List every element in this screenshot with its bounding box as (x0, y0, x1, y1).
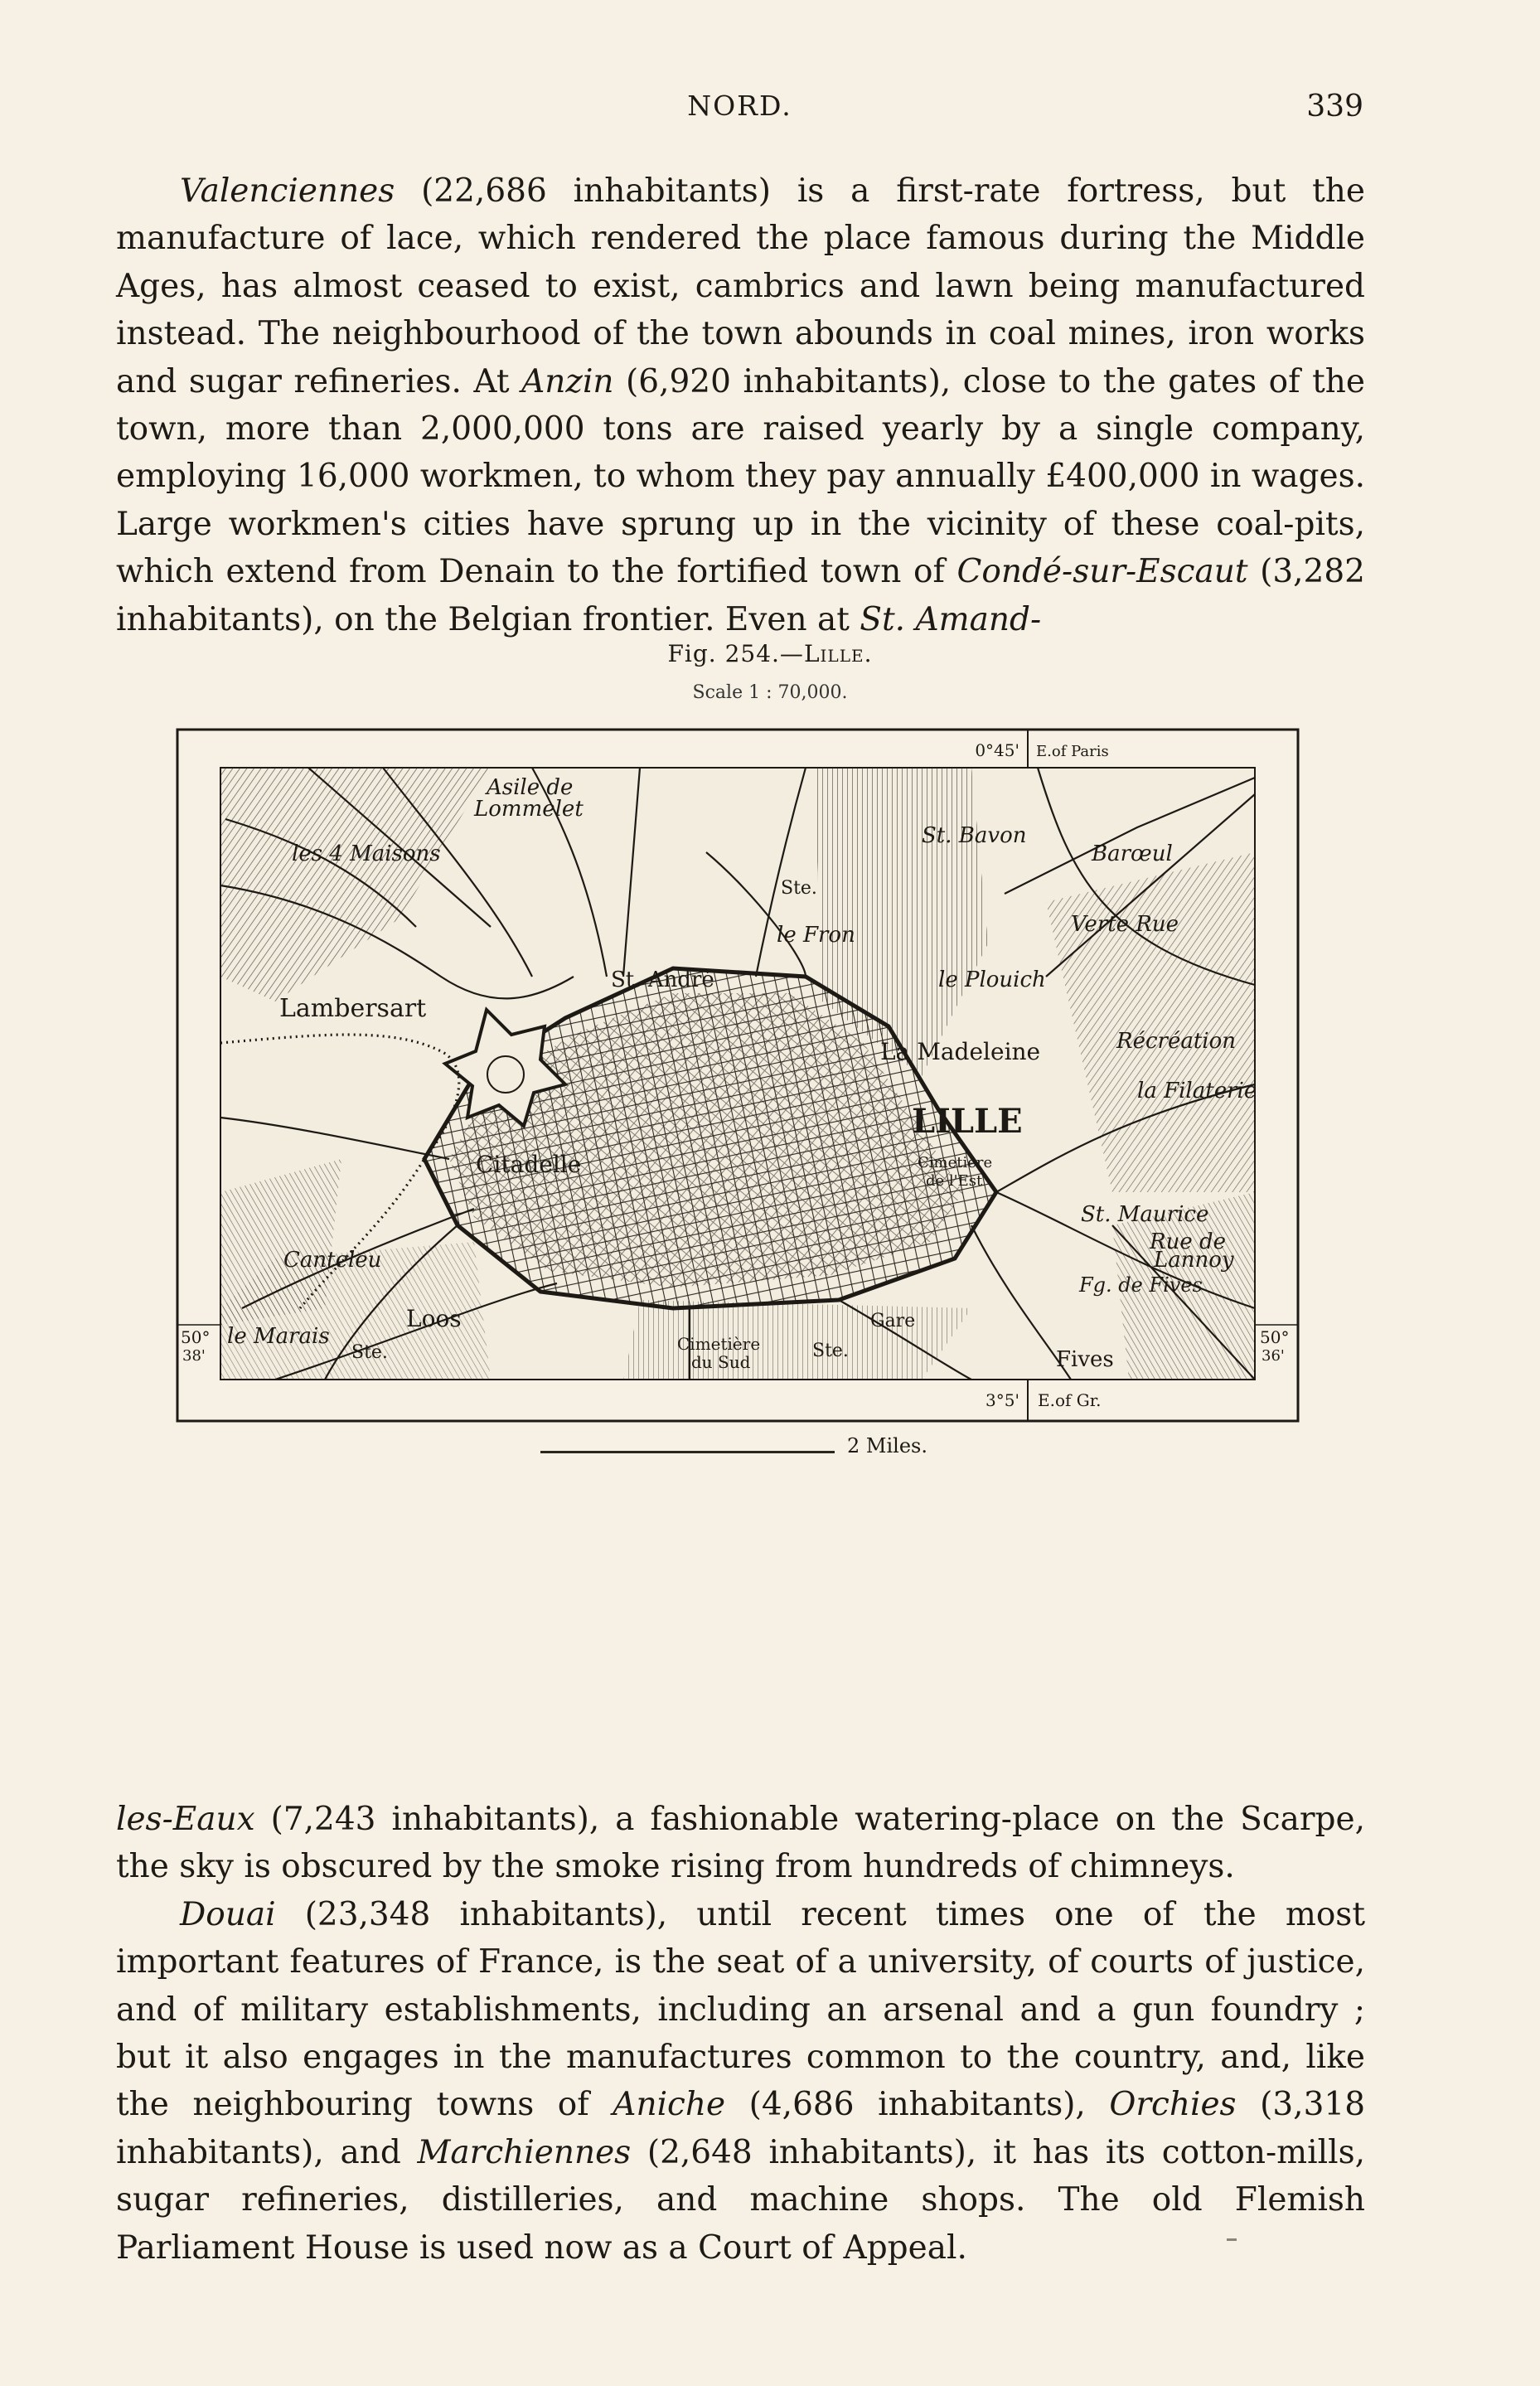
label-citadelle: Citadelle (476, 1151, 582, 1178)
label-fives: Fives (1056, 1347, 1114, 1372)
map-right-latitude-deg: 50° (1260, 1327, 1290, 1347)
terrain-south (623, 1300, 971, 1380)
label-lille: LILLE (912, 1102, 1023, 1141)
bottom-text (116, 1796, 1365, 2272)
figure-title: Lille. (803, 640, 873, 667)
scale-bar (540, 1451, 835, 1453)
label-recreation: Récréation (1116, 1029, 1237, 1054)
figure-scale: Scale 1 : 70,000. (692, 682, 848, 703)
print-mark (1227, 2238, 1237, 2241)
running-title: NORD. (687, 90, 792, 122)
label-cimetiere-sud-2: du Sud (691, 1352, 751, 1372)
label-quatre-maisons: les 4 Maisons (292, 841, 441, 866)
map-bottom-meridian: E.of Gr. (1038, 1390, 1102, 1410)
label-rue-de: Rue de (1150, 1229, 1227, 1254)
lille-map (176, 728, 1300, 1423)
place-anzin: Anzin (521, 362, 614, 400)
label-loos: Loos (406, 1305, 462, 1332)
place-st-amand: St. Amand- (860, 600, 1042, 638)
paragraph-text: (2,648 inhabitants), it has its cotton-mills, sugar refineries, distilleries, and machine shops. The old Flemish Parliament House is used now as a Court of Appeal. (116, 2133, 1365, 2267)
label-la-filaterie: la Filaterie (1137, 1079, 1257, 1103)
label-st-maurice: St. Maurice (1081, 1202, 1209, 1227)
label-gare: Gare (870, 1311, 916, 1331)
place-marchiennes: Marchiennes (417, 2133, 632, 2171)
label-cimetiere-est-1: Cimetière (918, 1154, 993, 1171)
place-les-eaux: les-Eaux (116, 1801, 255, 1838)
douai-paragraph (116, 1891, 1365, 2272)
label-verte-rue: Verte Rue (1071, 912, 1179, 937)
map-left-latitude-min: 38' (182, 1347, 206, 1365)
figure-number: Fig. 254.— (667, 640, 804, 667)
label-le-marais: le Marais (227, 1324, 330, 1349)
page-number: 339 (1306, 90, 1363, 124)
label-lannoy: Lannoy (1154, 1248, 1234, 1273)
label-le-fron: le Fron (777, 923, 855, 948)
place-douai: Douai (180, 1895, 276, 1933)
top-paragraph (116, 167, 1365, 643)
place-valenciennes: Valenciennes (180, 172, 395, 210)
label-cimetiere-sud-1: Cimetière (677, 1334, 761, 1354)
label-lommelet: Lommelet (474, 797, 584, 822)
label-st-bavon: St. Bavon (922, 823, 1027, 848)
paragraph-text: (3,282 inhabitants), on the Belgian frontier. Even at (116, 553, 1365, 638)
paragraph-text: (22,686 inhabitants) is a first-rate fortress, but the manufacture of lace, which rendered the place famous during the Middle Ages, has almost ceased to exist, cambrics and lawn being manufactured instead. The neighbourhood of the town abounds in coal mines, iron works and sugar refineries. At (116, 172, 1365, 400)
label-la-madeleine: La Madeleine (880, 1038, 1041, 1065)
valenciennes-paragraph (116, 167, 1365, 643)
map-bottom-longitude: 3°5' (986, 1390, 1019, 1410)
st-amand-continuation (116, 1796, 1365, 1891)
place-orchies: Orchies (1109, 2086, 1237, 2124)
running-head (116, 90, 1363, 131)
paragraph-text: (4,686 inhabitants), (725, 2086, 1110, 2124)
label-lambersart: Lambersart (279, 994, 427, 1023)
paragraph-text: (6,920 inhabitants), close to the gates of the town, more than 2,000,000 tons are raised yearly by a single company, employing 16,000 workmen, to whom they pay annually £400,000 in wages. Large workmen's cities have sprung up in the vicinity of these coal-pits, which extend from Denain to the fortified town of (116, 362, 1365, 591)
label-cimetiere-est-2: de l'Est (926, 1172, 983, 1190)
label-ste-bottom: Ste. (812, 1341, 849, 1361)
scale-bar-label: 2 Miles. (847, 1434, 927, 1457)
label-st-andre: St. André (611, 967, 714, 992)
label-le-plouich: le Plouich (938, 967, 1046, 992)
map-top-longitude: 0°45' (975, 740, 1019, 760)
label-ste-left: Ste. (351, 1342, 388, 1363)
paragraph-text: (3,318 inhabitants), and (116, 2086, 1366, 2171)
paragraph-text: (7,243 inhabitants), a fashionable watering-place on the Scarpe, the sky is obscured by the smoke rising from hundreds of chimneys. (116, 1801, 1365, 1886)
paragraph-text: (23,348 inhabitants), until recent times one of the most important features of France, is the seat of a university, of courts of justice, and of military establishments, including an arsenal and a gun foundry ; but it also engages in the manufactures common to the country, and, like the neighbouring towns of (116, 1895, 1365, 2124)
label-canteleu: Canteleu (283, 1248, 382, 1273)
map-right-latitude-min: 36' (1262, 1347, 1285, 1365)
place-aniche: Aniche (613, 2086, 726, 2124)
label-ste-top: Ste. (781, 878, 817, 899)
map-left-latitude-deg: 50° (181, 1327, 211, 1347)
label-fg-de-fives: Fg. de Fives (1079, 1273, 1203, 1297)
map-top-meridian: E.of Paris (1036, 743, 1109, 760)
label-baroeul: Barœul (1092, 841, 1173, 866)
place-conde: Condé-sur-Escaut (956, 553, 1248, 591)
figure-caption (0, 640, 1540, 667)
label-asile: Asile de (487, 775, 574, 800)
